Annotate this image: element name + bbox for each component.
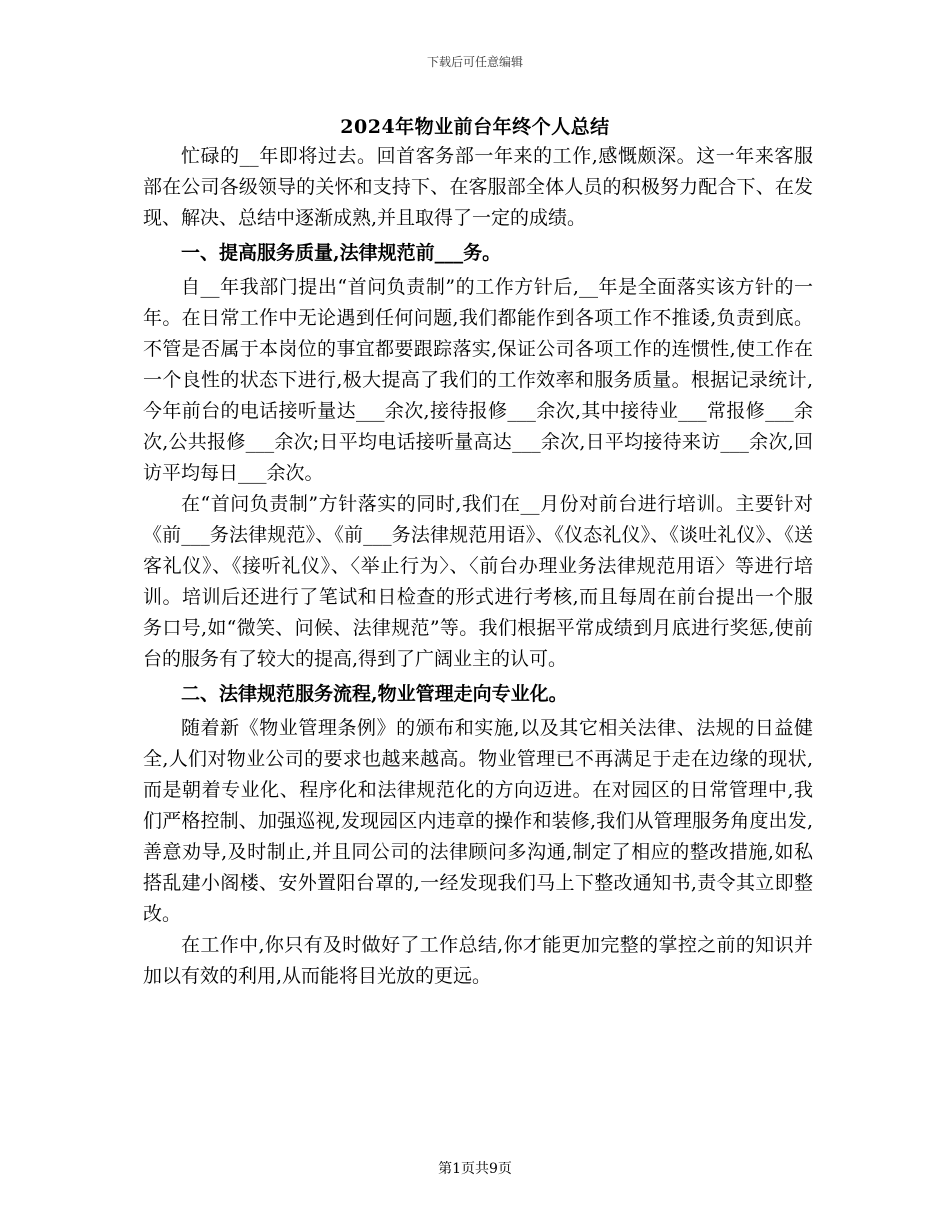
- header-note: 下载后可任意编辑: [426, 55, 523, 69]
- section-1-heading: 一、提高服务质量,法律规范前___务。: [181, 242, 502, 264]
- section-2-paragraph-1: 随着新《物业管理条例》的颁布和实施,以及其它相关法律、法规的日益健全,人们对物业公司的要求也越来越高。物业管理已不再满足于走在边缘的现状,而是朝着专业化、程序化和法律规范化的方向迈进。在对园区的日常管理中,我们严格控制、加强巡视,发现园区内违章的操作和装修,我们从管理服务角度出发,善意劝导,及时制止,并且同公司的法律顾问多沟通,制定了相应的整改措施,如私搭乱建小阁楼、安外置阳台罩的,一经发现我们马上下整改通知书,责令其立即整改。: [143, 717, 813, 925]
- intro-paragraph: 忙碌的__年即将过去。回首客务部一年来的工作,感慨颇深。这一年来客服部在公司各级领导的关怀和支持下、在客服部全体人员的积极努力配合下、在发现、解决、总结中逐渐成熟,并且取得了一定的成绩。: [143, 145, 813, 229]
- section-1-paragraph-1: 自__年我部门提出“首问负责制”的工作方针后,__年是全面落实该方针的一年。在日常工作中无论遇到任何问题,我们都能作到各项工作不推诿,负责到底。不管是否属于本岗位的事宜都要跟踪落实,保证公司各项工作的连惯性,使工作在一个良性的状态下进行,极大提高了我们的工作效率和服务质量。根据记录统计,今年前台的电话接听量达___余次,接待报修___余次,其中接待业___常报修___余次,公共报修___余次;日平均电话接听量高达___余次,日平均接待来访___余次,回访平均每日___余次。: [143, 276, 813, 484]
- document-body: [143, 141, 813, 992]
- document-title: 2024年物业前台年终个人总结: [340, 116, 610, 138]
- page-footer: 第1页共9页: [438, 1161, 512, 1177]
- closing-paragraph: 在工作中,你只有及时做好了工作总结,你才能更加完整的掌控之前的知识并加以有效的利用,从而能将目光放的更远。: [143, 934, 813, 987]
- section-2-heading: 二、法律规范服务流程,物业管理走向专业化。: [181, 683, 568, 705]
- section-1-paragraph-2: 在“首问负责制”方针落实的同时,我们在__月份对前台进行培训。主要针对《前___务法律规范》、《前___务法律规范用语》、《仪态礼仪》、《谈吐礼仪》、《送客礼仪》、《接听礼仪》、〈举止行为〉、〈前台办理业务法律规范用语〉等进行培训。培训后还进行了笔试和日检查的形式进行考核,而且每周在前台提出一个服务口号,如“微笑、问候、法律规范”等。我们根据平常成绩到月底进行奖惩,使前台的服务有了较大的提高,得到了广阔业主的认可。: [143, 493, 813, 670]
